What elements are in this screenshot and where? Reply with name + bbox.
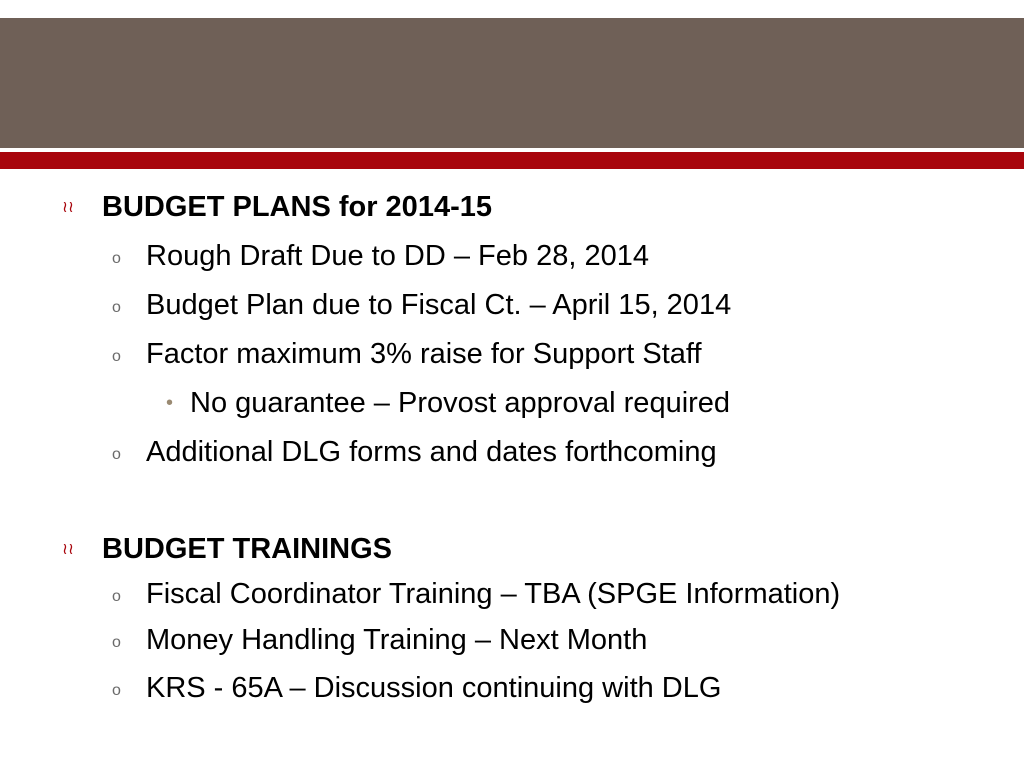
circle-bullet-icon: o	[112, 348, 121, 365]
list-item-text: Money Handling Training – Next Month	[146, 623, 648, 656]
list-item	[112, 668, 721, 708]
list-item-text: Budget Plan due to Fiscal Ct. – April 15, 2014	[146, 288, 732, 321]
circle-bullet-icon: o	[112, 299, 121, 316]
list-item	[112, 285, 731, 325]
sub-list-item	[166, 383, 730, 423]
section-heading-text: BUDGET TRAININGS	[102, 532, 392, 565]
section-heading-text: BUDGET PLANS for 2014-15	[102, 190, 492, 223]
curly-loop-icon: ≀≀	[62, 539, 74, 558]
list-item	[112, 620, 647, 660]
title-bar	[0, 18, 1024, 148]
list-item-text: Fiscal Coordinator Training – TBA (SPGE Information)	[146, 577, 841, 610]
circle-bullet-icon: o	[112, 250, 121, 267]
list-item	[112, 574, 840, 614]
curly-loop-icon: ≀≀	[62, 197, 74, 216]
section-heading-budget-trainings	[62, 529, 392, 569]
list-item-text: Factor maximum 3% raise for Support Staff	[146, 337, 702, 370]
list-item-text: Additional DLG forms and dates forthcoming	[146, 435, 717, 468]
section-heading-budget-plans	[62, 187, 492, 227]
list-item	[112, 236, 649, 276]
dot-bullet-icon: •	[166, 392, 174, 414]
list-item	[112, 334, 702, 374]
circle-bullet-icon: o	[112, 446, 121, 463]
list-item	[112, 432, 717, 472]
list-item-text: KRS - 65A – Discussion continuing with DLG	[146, 671, 722, 704]
accent-line	[0, 152, 1024, 169]
circle-bullet-icon: o	[112, 588, 121, 605]
circle-bullet-icon: o	[112, 682, 121, 699]
circle-bullet-icon: o	[112, 634, 121, 651]
sub-list-item-text: No guarantee – Provost approval required	[190, 386, 731, 419]
list-item-text: Rough Draft Due to DD – Feb 28, 2014	[146, 239, 649, 272]
